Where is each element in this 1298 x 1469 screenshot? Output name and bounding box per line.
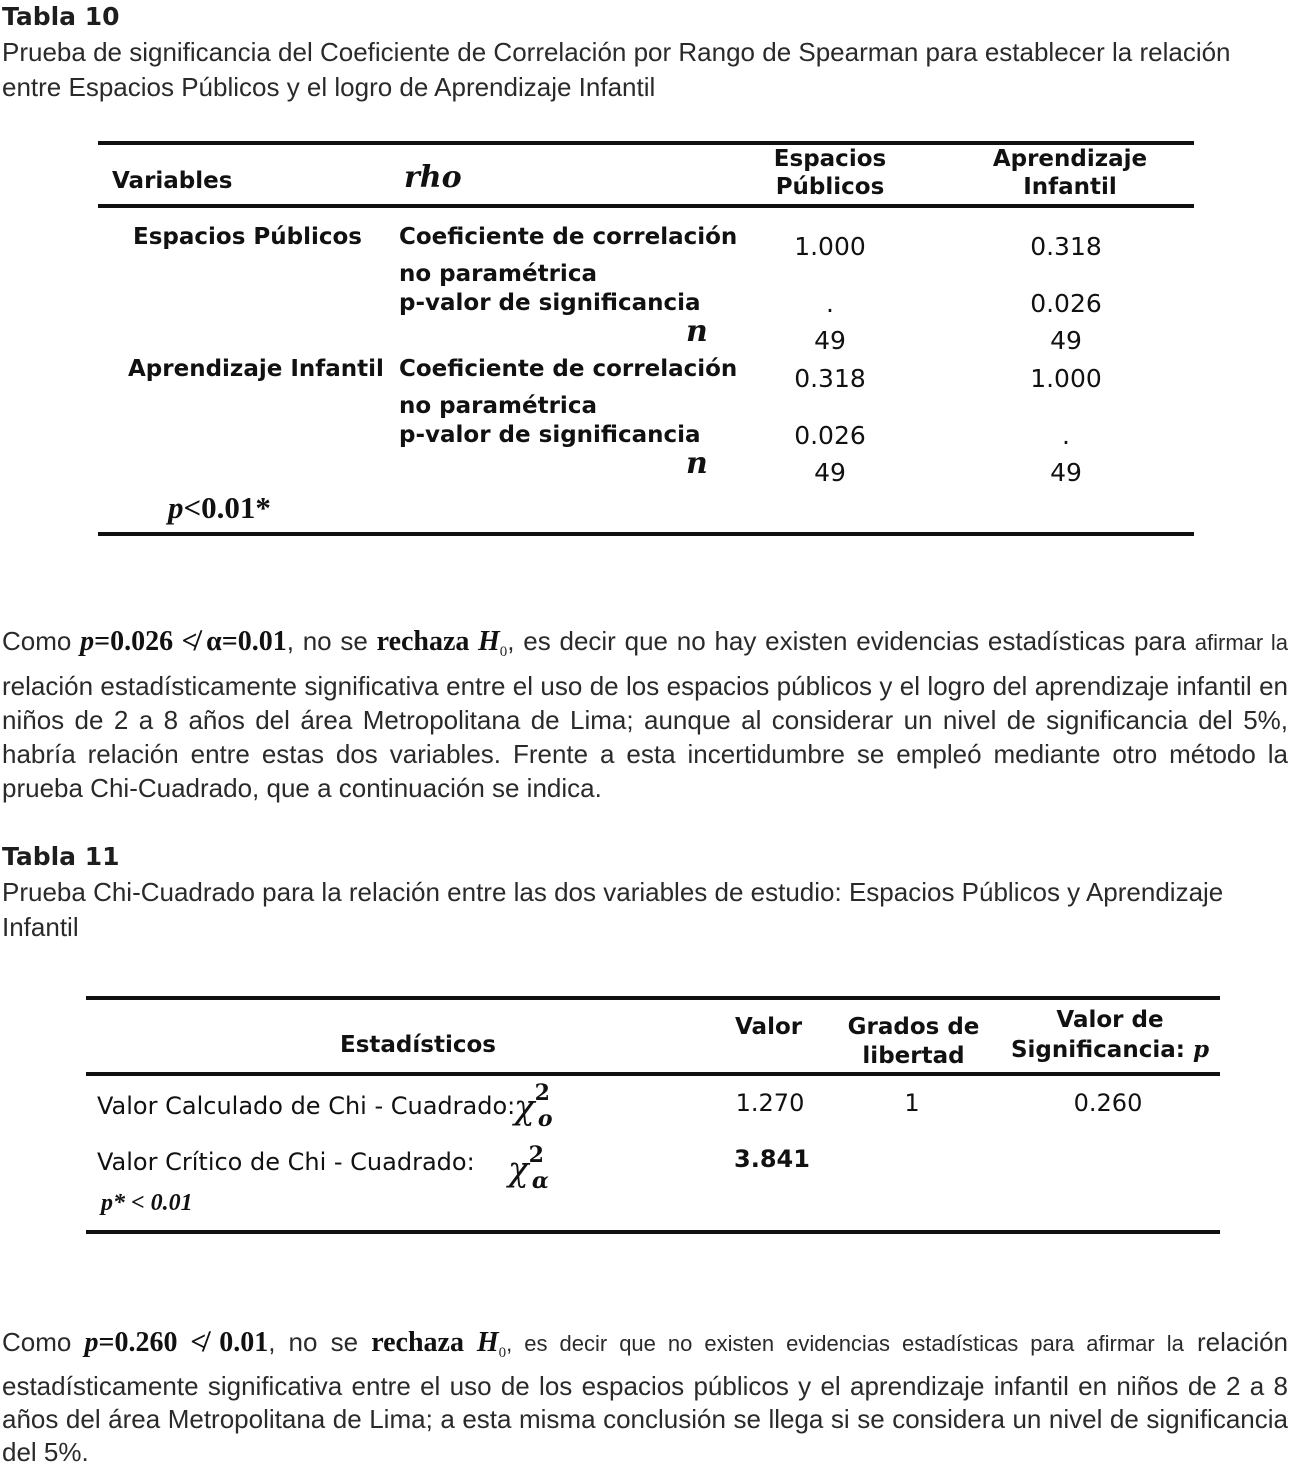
p1-p: p	[80, 626, 95, 657]
table10-header-col1-line2: Públicos	[775, 174, 885, 200]
table10-group2-coef-col2: 1.000	[1030, 364, 1102, 393]
table10-group2-coef-label-line2: no paramétrica	[399, 393, 597, 419]
paragraph-1	[2, 624, 1288, 805]
table10-group1-coef-col1: 1.000	[794, 232, 866, 261]
table11-header-sig-p: p	[1192, 1036, 1210, 1063]
chi-o-sub: o	[537, 1106, 553, 1133]
table10-group2-n-col2: 49	[1050, 458, 1082, 487]
table11-caption-line2: Infantil	[2, 912, 79, 942]
p2-p: p	[84, 1327, 99, 1358]
table11-row1-label: Valor Calculado de Chi - Cuadrado:	[97, 1092, 516, 1120]
table10-group1-p-label: p-valor de significancia	[399, 290, 701, 316]
table10-group2-coef-label-line1: Coeficiente de correlación	[399, 356, 738, 382]
table10-header-col1-line1: Espacios	[773, 146, 887, 172]
chi-alpha-sub: α	[531, 1168, 549, 1195]
table11-row1-valor: 1.270	[735, 1089, 805, 1117]
p2-expr1: =0.260	[98, 1327, 191, 1358]
table10-header-rule	[98, 204, 1194, 208]
table10-group2-p-col2: .	[1062, 421, 1070, 450]
table10-top-rule	[98, 141, 1194, 145]
table11-row1-sig: 0.260	[1073, 1089, 1143, 1117]
p2-rechaza: rechaza	[371, 1327, 477, 1358]
chi-o-letter: χ	[514, 1087, 535, 1128]
table10-group1-p-col2: 0.026	[1030, 289, 1102, 318]
table11-header-valor: Valor	[735, 1014, 803, 1040]
table11-footnote: p* < 0.01	[101, 1190, 193, 1216]
p1-mid: , no se	[286, 626, 377, 656]
table11-header-sig-line2	[1000, 1036, 1220, 1063]
table10-group1-n-col2: 49	[1050, 326, 1082, 355]
p1-after-H: , es decir que no hay existen evidencias estadísticas para	[507, 626, 1186, 656]
p1-small-start: afirmar la	[1194, 630, 1289, 655]
chi-o-sup: 2	[534, 1080, 550, 1106]
table10-group2-variable: Aprendizaje Infantil	[128, 356, 384, 382]
table10-caption-line2: entre Espacios Públicos y el logro de Aprendizaje Infantil	[2, 72, 656, 102]
table10-group1-coef-label-line2: no paramétrica	[399, 261, 597, 287]
table10-header-col2-line1: Aprendizaje	[992, 146, 1148, 172]
table10-group1-coef-label-line1: Coeficiente de correlación	[399, 224, 738, 250]
table10-group1-n-label: n	[686, 314, 708, 349]
p2-H-sub: 0	[498, 1345, 507, 1362]
table11-header-estadisticos: Estadísticos	[340, 1032, 496, 1058]
table11-row1-grados: 1	[904, 1089, 920, 1117]
table10-label: Tabla 10	[2, 2, 120, 31]
table11-header-sig-label: Significancia:	[1010, 1037, 1193, 1063]
table11-row2-label: Valor Crítico de Chi - Cuadrado:	[97, 1148, 475, 1176]
table10-footnote-rest: <0.01*	[183, 490, 271, 525]
table11-header-grados-line2: libertad	[862, 1043, 965, 1069]
p1-rest: relación estadísticamente significativa entre el uso de los espacios públicos y el logro del aprendizaje infantil en niños de 2 a 8 años del área Metropolitana de Lima; aunque al considerar un nivel de significancia del 5%, habría relación entre estas dos variables. Frente a esta incertidumbre se empleó mediante otro método la prueba Chi-Cuadrado, que a continuación se indica.	[2, 671, 1288, 804]
table10-bottom-rule	[98, 532, 1194, 536]
p2-small-part: , es decir que no existen evidencias estadísticas para afirmar la	[506, 1331, 1184, 1356]
table10-group2-coef-col1: 0.318	[794, 364, 866, 393]
chi-alpha-sup: 2	[528, 1142, 544, 1168]
table11-top-rule	[86, 996, 1220, 1000]
table10-caption-line1: Prueba de significancia del Coeficiente de Correlación por Rango de Spearman para establecer la relación	[2, 37, 1231, 67]
table11-header-grados-line1: Grados de	[847, 1014, 980, 1040]
table10-header-col2-line2: Infantil	[1023, 174, 1117, 200]
table11-header-rule	[86, 1072, 1220, 1076]
table10-group1-p-col1: .	[826, 289, 834, 318]
table10-group2-p-col1: 0.026	[794, 421, 866, 450]
table11-header-sig-line1: Valor de	[1056, 1007, 1164, 1033]
table10-header-variables: Variables	[112, 168, 233, 194]
p1-H-sub: 0	[499, 644, 508, 661]
table10-footnote	[168, 490, 271, 526]
p2-mid: , no se	[268, 1327, 372, 1357]
p2-expr2: 0.01	[206, 1327, 269, 1358]
table11-label: Tabla 11	[2, 842, 120, 871]
p1-expr1: =0.026	[94, 626, 182, 657]
p2-rest: relación estadísticamente significativa entre el uso de los espacios públicos y el aprendizaje infantil en niños de 2 a 8 años del área Metropolitana de Lima; a esta misma conclusión se llega si se considera un nivel de significancia del 5%.	[2, 1327, 1289, 1468]
table10-group1-coef-col2: 0.318	[1030, 232, 1102, 261]
p1-rechaza: rechaza	[376, 626, 478, 657]
table11-bottom-rule	[86, 1230, 1220, 1234]
table10-footnote-p: p	[168, 490, 184, 525]
chi-alpha-letter: χ	[508, 1149, 529, 1190]
p1-alpha: α=0.01	[197, 626, 287, 657]
p2-start: Como	[2, 1327, 85, 1357]
table11-row2-valor: 3.841	[734, 1145, 810, 1173]
table10-header-rho: rho	[404, 160, 462, 195]
p1-not-less: ≮	[181, 626, 198, 657]
p1-start: Como	[2, 626, 81, 656]
chi-o-symbol	[514, 1080, 553, 1133]
p2-not-less: ≮	[190, 1327, 207, 1358]
p2-H: H	[476, 1327, 499, 1358]
table10-group1-variable: Espacios Públicos	[133, 224, 362, 250]
paragraph-2	[2, 1326, 1288, 1469]
table10-group2-n-col1: 49	[814, 458, 846, 487]
table10-group2-p-label: p-valor de significancia	[399, 422, 701, 448]
chi-alpha-symbol	[508, 1142, 549, 1195]
table11-caption-line1: Prueba Chi-Cuadrado para la relación entre las dos variables de estudio: Espacios Públicos y Aprendizaje	[2, 877, 1224, 907]
table10-group2-n-label: n	[686, 446, 708, 481]
table10-group1-n-col1: 49	[814, 326, 846, 355]
p1-H: H	[477, 626, 500, 657]
